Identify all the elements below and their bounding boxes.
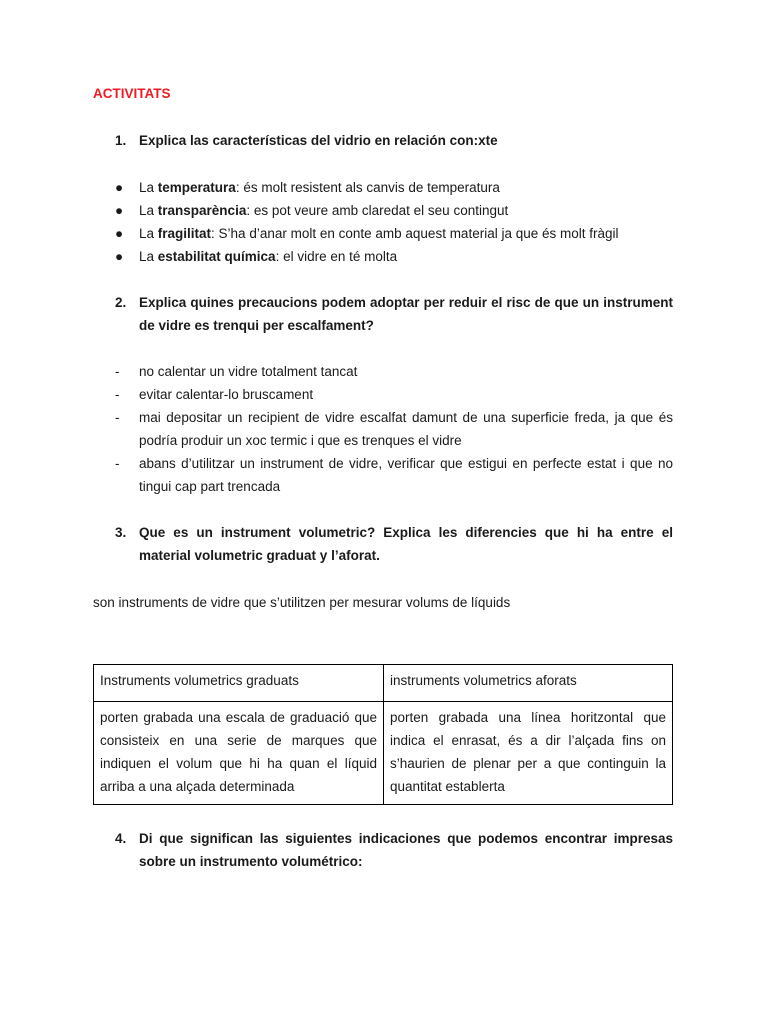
list-item: ● La fragilitat: S’ha d’anar molt en conte amb aquest material ja que és molt fràgil: [115, 222, 673, 245]
glass-properties-list: [115, 176, 673, 268]
property-name: temperatura: [157, 180, 236, 195]
table-header-row: [94, 665, 673, 702]
list-item: - evitar calentar-lo bruscament: [115, 383, 673, 406]
dash-marker: -: [115, 364, 120, 379]
property-name: estabilitat química: [157, 249, 276, 264]
bullet-icon: ●: [115, 203, 124, 218]
comparison-table: [93, 664, 673, 805]
dash-marker: -: [115, 456, 120, 471]
activities-heading: ACTIVITATS: [93, 86, 171, 101]
list-item: ● La temperatura: és molt resistent als canvis de temperatura: [115, 176, 673, 199]
list-item: - mai depositar un recipient de vidre escalfat damunt de una superficie freda, ja que és podría produir un xoc termic i que es trenques el vidre: [115, 406, 673, 452]
property-name: transparència: [157, 203, 247, 218]
table-header-cell: Instruments volumetrics graduats: [94, 665, 384, 702]
list-item: ● La transparència: es pot veure amb claredat el seu contingut: [115, 199, 673, 222]
precautions-list: [115, 360, 673, 498]
question-3: [115, 521, 673, 567]
table-cell: porten grabada una escala de graduació que consisteix en una serie de marques que indiquen el volum que hi ha quan el líquid arriba a una alçada determinada: [94, 702, 384, 805]
list-item: ● La estabilitat química: el vidre en té molta: [115, 245, 673, 268]
question-number: 4.: [115, 831, 127, 846]
question-2: [115, 291, 673, 337]
question-number: 1.: [115, 133, 127, 148]
bullet-icon: ●: [115, 226, 124, 241]
bullet-icon: ●: [115, 249, 124, 264]
bullet-icon: ●: [115, 180, 124, 195]
question-number: 3.: [115, 525, 127, 540]
dash-marker: -: [115, 387, 120, 402]
question-text: Explica quines precaucions podem adoptar per reduir el risc de que un instrument de vidre es trenqui per escalfament?: [139, 295, 673, 333]
table-cell: porten grabada una línea horitzontal que indica el enrasat, és a dir l’alçada fins on s’haurien de plenar per a que continguin la quantitat establerta: [384, 702, 673, 805]
list-item: - abans d’utilitzar un instrument de vidre, verificar que estigui en perfecte estat i que no tingui cap part trencada: [115, 452, 673, 498]
question-text: Que es un instrument volumetric? Explica les diferencies que hi ha entre el material volumetric graduat y l’aforat.: [139, 525, 673, 563]
answer-paragraph: son instruments de vidre que s’utilitzen per mesurar volums de líquids: [93, 595, 511, 610]
list-item: - no calentar un vidre totalment tancat: [115, 360, 673, 383]
dash-marker: -: [115, 410, 120, 425]
question-number: 2.: [115, 295, 127, 310]
question-4: [115, 827, 673, 873]
table-row: [94, 702, 673, 805]
property-name: fragilitat: [157, 226, 212, 241]
question-1: [115, 129, 673, 152]
question-text: Explica las características del vidrio en relación con:xte: [139, 133, 498, 148]
question-text: Di que significan las siguientes indicaciones que podemos encontrar impresas sobre un instrumento volumétrico:: [139, 831, 673, 869]
table-header-cell: instruments volumetrics aforats: [384, 665, 673, 702]
